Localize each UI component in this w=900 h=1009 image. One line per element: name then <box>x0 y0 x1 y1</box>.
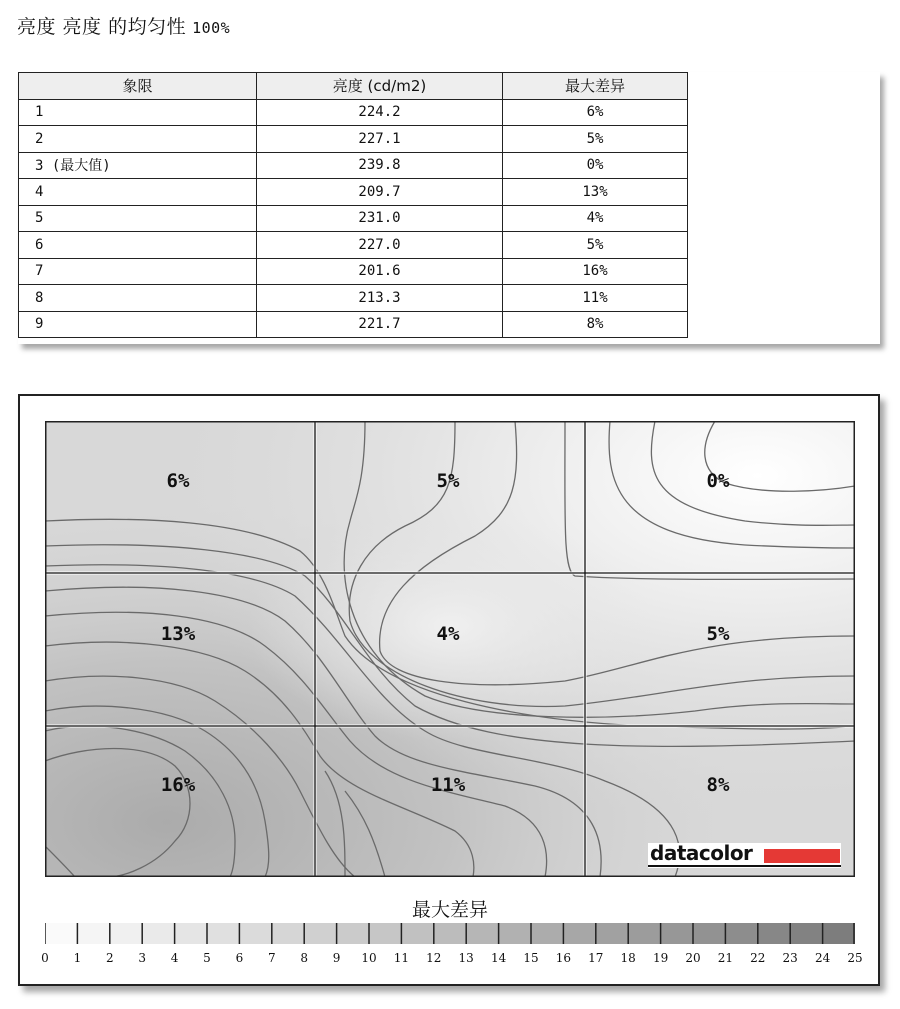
header-max-diff: 最大差异 <box>503 73 688 100</box>
max-diff-cell: 5% <box>503 232 688 259</box>
luminance-cell: 231.0 <box>257 205 503 232</box>
scale-tick-label: 14 <box>490 951 507 965</box>
scale-tick-label: 23 <box>782 951 798 965</box>
quadrant-cell: 6 <box>19 232 257 259</box>
table-row <box>19 205 688 232</box>
cell-label-5: 4% <box>436 623 460 645</box>
luminance-cell: 221.7 <box>257 311 503 338</box>
color-scale-ticks <box>41 951 863 967</box>
scale-tick-label: 25 <box>847 951 863 965</box>
table-row <box>19 258 688 285</box>
quadrant-cell: 8 <box>19 285 257 312</box>
luminance-cell: 239.8 <box>257 152 503 179</box>
cell-label-3: 0% <box>706 470 730 492</box>
scale-tick-label: 24 <box>814 951 831 965</box>
scale-tick-label: 17 <box>588 951 604 965</box>
logo-text: datacolor <box>650 841 753 865</box>
scale-tick-label: 21 <box>717 951 734 965</box>
cell-label-6: 5% <box>706 623 730 645</box>
cell-label-8: 11% <box>430 774 466 796</box>
scale-tick-label: 6 <box>235 951 244 965</box>
scale-tick-label: 10 <box>361 951 377 965</box>
table-header-row <box>19 73 688 100</box>
scale-tick-label: 11 <box>393 951 410 965</box>
luminance-cell: 224.2 <box>257 99 503 126</box>
table-row <box>19 285 688 312</box>
page-title <box>17 12 230 39</box>
max-diff-cell: 4% <box>503 205 688 232</box>
luminance-table <box>18 72 688 338</box>
color-scale-bar <box>45 923 855 944</box>
max-diff-cell: 6% <box>503 99 688 126</box>
luminance-cell: 213.3 <box>257 285 503 312</box>
max-diff-cell: 5% <box>503 126 688 153</box>
quadrant-cell: 9 <box>19 311 257 338</box>
scale-tick-label: 12 <box>426 951 442 965</box>
uniformity-heatmap <box>45 421 855 877</box>
scale-tick-label: 22 <box>750 951 766 965</box>
luminance-cell: 201.6 <box>257 258 503 285</box>
scale-tick-label: 16 <box>555 951 572 965</box>
quadrant-cell: 3 (最大值) <box>19 152 257 179</box>
scale-tick-label: 20 <box>685 951 701 965</box>
scale-tick-label: 5 <box>203 951 211 965</box>
luminance-cell: 209.7 <box>257 179 503 206</box>
max-diff-cell: 13% <box>503 179 688 206</box>
logo-red-bar <box>764 849 840 863</box>
table-row <box>19 179 688 206</box>
table-row <box>19 99 688 126</box>
scale-tick-label: 3 <box>138 951 147 965</box>
legend-title: 最大差异 <box>411 899 488 921</box>
quadrant-cell: 4 <box>19 179 257 206</box>
scale-tick-label: 2 <box>105 951 114 965</box>
max-diff-cell: 0% <box>503 152 688 179</box>
quadrant-cell: 1 <box>19 99 257 126</box>
luminance-cell: 227.0 <box>257 232 503 259</box>
title-percent: 100% <box>192 19 231 37</box>
max-diff-cell: 11% <box>503 285 688 312</box>
scale-tick-label: 9 <box>332 951 341 965</box>
max-diff-cell: 16% <box>503 258 688 285</box>
scale-tick-label: 19 <box>652 951 669 965</box>
scale-tick-label: 1 <box>73 951 82 965</box>
table-row <box>19 152 688 179</box>
max-diff-cell: 8% <box>503 311 688 338</box>
scale-tick-label: 15 <box>523 951 539 965</box>
scale-tick-label: 18 <box>620 951 636 965</box>
logo-underline <box>648 865 841 867</box>
datacolor-logo <box>648 843 841 868</box>
cell-label-7: 16% <box>160 774 196 796</box>
table-row <box>19 311 688 338</box>
table-row <box>19 126 688 153</box>
quadrant-cell: 5 <box>19 205 257 232</box>
scale-tick-label: 8 <box>300 951 309 965</box>
cell-label-9: 8% <box>706 774 730 796</box>
cell-label-4: 13% <box>160 623 196 645</box>
cell-label-1: 6% <box>166 470 190 492</box>
scale-tick-label: 0 <box>41 951 49 965</box>
quadrant-cell: 2 <box>19 126 257 153</box>
scale-tick-label: 4 <box>170 951 179 965</box>
cell-label-2: 5% <box>436 470 460 492</box>
header-quadrant: 象限 <box>19 73 257 100</box>
scale-tick-label: 7 <box>267 951 276 965</box>
title-text: 亮度 亮度 的均匀性 <box>17 16 187 38</box>
quadrant-cell: 7 <box>19 258 257 285</box>
luminance-cell: 227.1 <box>257 126 503 153</box>
scale-tick-label: 13 <box>458 951 474 965</box>
table-row <box>19 232 688 259</box>
header-luminance: 亮度 (cd/m2) <box>257 73 503 100</box>
